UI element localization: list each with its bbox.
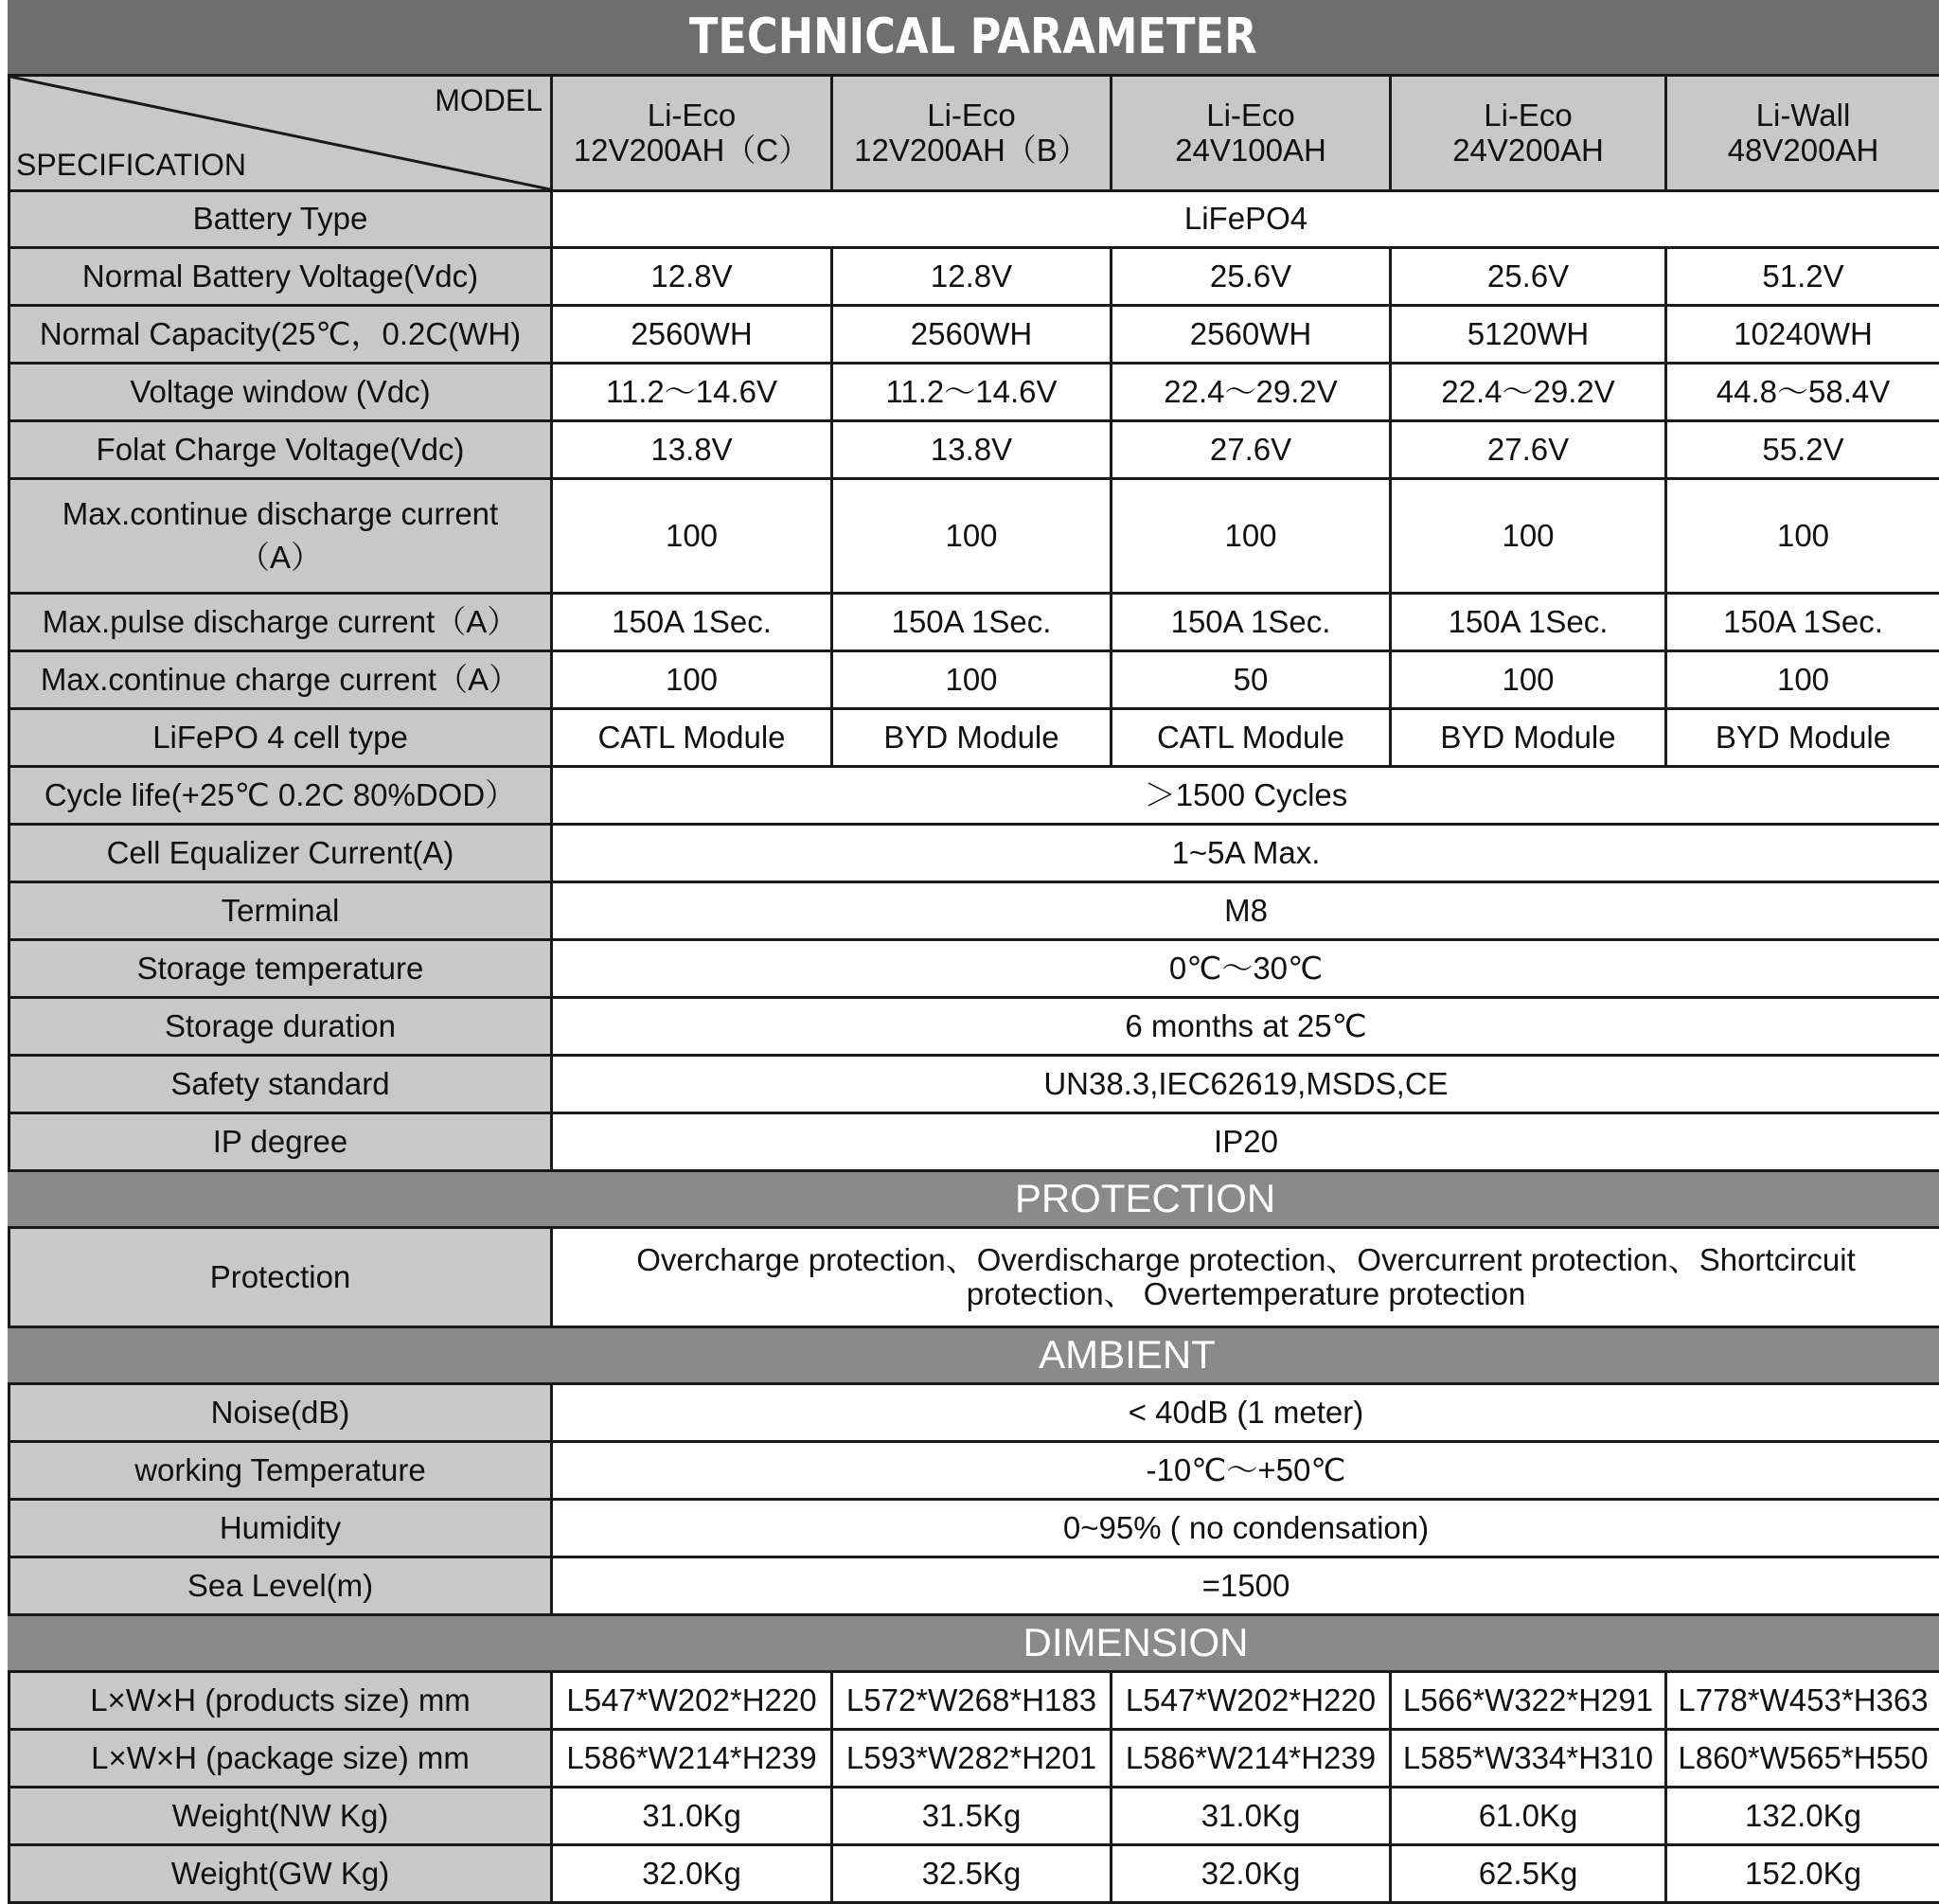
row-value: 25.6V	[1391, 248, 1666, 306]
row-label: Noise(dB)	[9, 1384, 552, 1442]
row-label: Battery Type	[9, 191, 552, 248]
row-value: 150A 1Sec.	[1112, 594, 1391, 651]
row-value: 32.0Kg	[552, 1845, 832, 1903]
table-row	[9, 651, 1939, 709]
header-row	[9, 76, 1939, 191]
model-name: Li-Eco	[927, 98, 1016, 133]
row-value: 31.5Kg	[832, 1788, 1112, 1845]
row-value: 100	[1391, 479, 1666, 594]
model-spec: 12V200AH（B）	[854, 133, 1089, 168]
section-title-text: PROTECTION	[1015, 1177, 1275, 1220]
row-value: 31.0Kg	[552, 1788, 832, 1845]
table-row	[9, 1557, 1939, 1615]
row-value: 13.8V	[832, 421, 1112, 479]
row-value: 25.6V	[1112, 248, 1391, 306]
protection-line: protection、 Overtemperature protection	[967, 1276, 1526, 1311]
table-row	[9, 364, 1939, 421]
row-value: 150A 1Sec.	[1391, 594, 1666, 651]
row-value: 61.0Kg	[1391, 1788, 1666, 1845]
row-value: CATL Module	[552, 709, 832, 767]
row-value: L586*W214*H239	[1112, 1730, 1391, 1788]
specification-label: SPECIFICATION	[16, 149, 246, 182]
row-value: 150A 1Sec.	[552, 594, 832, 651]
row-value: 51.2V	[1666, 248, 1939, 306]
model-header	[1112, 76, 1391, 191]
table-row	[9, 767, 1939, 825]
row-value: 31.0Kg	[1112, 1788, 1391, 1845]
row-value: 12.8V	[552, 248, 832, 306]
row-value: 44.8～58.4V	[1666, 364, 1939, 421]
row-value: 2560WH	[1112, 306, 1391, 364]
row-label: Cycle life(+25℃ 0.2C 80%DOD）	[9, 767, 552, 825]
row-value: M8	[552, 882, 1939, 940]
row-value: LiFePO4	[552, 191, 1939, 248]
row-label: Normal Capacity(25℃，0.2C(WH)	[9, 306, 552, 364]
row-value: 152.0Kg	[1666, 1845, 1939, 1903]
row-label: Folat Charge Voltage(Vdc)	[9, 421, 552, 479]
row-value: L572*W268*H183	[832, 1672, 1112, 1730]
table-row	[9, 940, 1939, 998]
row-value: 150A 1Sec.	[832, 594, 1112, 651]
protection-line: Overcharge protection、Overdischarge protection、Overcurrent protection、Shortcircuit	[636, 1242, 1856, 1277]
table-row	[9, 248, 1939, 306]
row-label: Protection	[9, 1228, 552, 1327]
table-row	[9, 709, 1939, 767]
model-label: MODEL	[435, 84, 543, 117]
model-spec: 48V200AH	[1728, 133, 1879, 168]
row-label: Max.continue charge current（A）	[9, 651, 552, 709]
row-value: L547*W202*H220	[1112, 1672, 1391, 1730]
section-header-ambient	[9, 1327, 1939, 1384]
row-value: 100	[1666, 651, 1939, 709]
row-label: Safety standard	[9, 1056, 552, 1113]
model-spec: 24V100AH	[1175, 133, 1326, 168]
row-value: 1~5A Max.	[552, 825, 1939, 882]
row-label: Humidity	[9, 1500, 552, 1557]
row-value: 2560WH	[832, 306, 1112, 364]
table-row	[9, 1730, 1939, 1788]
row-value: 13.8V	[552, 421, 832, 479]
row-value: 100	[832, 479, 1112, 594]
table-row	[9, 1113, 1939, 1171]
table-row	[9, 998, 1939, 1056]
row-value: -10℃～+50℃	[552, 1442, 1939, 1500]
section-title	[9, 1615, 1939, 1672]
page-title	[8, 0, 1939, 74]
row-value: 27.6V	[1112, 421, 1391, 479]
model-header	[1666, 76, 1939, 191]
table-row	[9, 825, 1939, 882]
table-row	[9, 306, 1939, 364]
row-value: ＞1500 Cycles	[552, 767, 1939, 825]
row-value: 5120WH	[1391, 306, 1666, 364]
row-value: L860*W565*H550	[1666, 1730, 1939, 1788]
row-label: IP degree	[9, 1113, 552, 1171]
row-value: 132.0Kg	[1666, 1788, 1939, 1845]
model-name: Li-Eco	[1206, 98, 1295, 133]
row-value: 100	[552, 651, 832, 709]
row-value: < 40dB (1 meter)	[552, 1384, 1939, 1442]
table-row	[9, 421, 1939, 479]
row-value: 10240WH	[1666, 306, 1939, 364]
table-row	[9, 594, 1939, 651]
row-value: L566*W322*H291	[1391, 1672, 1666, 1730]
row-label: Normal Battery Voltage(Vdc)	[9, 248, 552, 306]
row-label: Storage temperature	[9, 940, 552, 998]
section-header-dimension	[9, 1615, 1939, 1672]
section-title	[9, 1171, 1939, 1228]
row-value: 11.2～14.6V	[832, 364, 1112, 421]
row-value: 32.5Kg	[832, 1845, 1112, 1903]
row-label: Cell Equalizer Current(A)	[9, 825, 552, 882]
row-label-line: （A）	[239, 540, 322, 575]
row-value: 100	[552, 479, 832, 594]
row-label: Sea Level(m)	[9, 1557, 552, 1615]
page-title-text: TECHNICAL PARAMETER	[689, 9, 1257, 65]
model-header	[1391, 76, 1666, 191]
row-value: L593*W282*H201	[832, 1730, 1112, 1788]
row-value: BYD Module	[1666, 709, 1939, 767]
model-name: Li-Eco	[648, 98, 737, 133]
table-row	[9, 1845, 1939, 1903]
row-value: 0~95% ( no condensation)	[552, 1500, 1939, 1557]
table-row	[9, 479, 1939, 594]
row-value: L547*W202*H220	[552, 1672, 832, 1730]
row-value: UN38.3,IEC62619,MSDS,CE	[552, 1056, 1939, 1113]
table-row	[9, 1384, 1939, 1442]
row-value: 0℃～30℃	[552, 940, 1939, 998]
table-row	[9, 1056, 1939, 1113]
row-label: L×W×H (products size) mm	[9, 1672, 552, 1730]
row-value: 22.4～29.2V	[1112, 364, 1391, 421]
row-label: LiFePO 4 cell type	[9, 709, 552, 767]
row-value: BYD Module	[832, 709, 1112, 767]
row-label: L×W×H (package size) mm	[9, 1730, 552, 1788]
row-label: Terminal	[9, 882, 552, 940]
row-value: 27.6V	[1391, 421, 1666, 479]
row-label	[9, 479, 552, 594]
row-value: 100	[1391, 651, 1666, 709]
spec-table	[8, 74, 1939, 1904]
row-value: 150A 1Sec.	[1666, 594, 1939, 651]
row-value: 22.4～29.2V	[1391, 364, 1666, 421]
model-name: Li-Wall	[1756, 98, 1851, 133]
row-value: 62.5Kg	[1391, 1845, 1666, 1903]
row-value: 12.8V	[832, 248, 1112, 306]
header-corner-cell	[9, 76, 552, 191]
table-row	[9, 191, 1939, 248]
model-name: Li-Eco	[1484, 98, 1573, 133]
row-value: 100	[832, 651, 1112, 709]
row-label: Voltage window (Vdc)	[9, 364, 552, 421]
row-value: 50	[1112, 651, 1391, 709]
row-label: Weight(NW Kg)	[9, 1788, 552, 1845]
row-value: 11.2～14.6V	[552, 364, 832, 421]
section-title-text: AMBIENT	[1039, 1333, 1216, 1377]
model-header	[832, 76, 1112, 191]
row-value: 100	[1112, 479, 1391, 594]
table-row	[9, 1788, 1939, 1845]
row-value: BYD Module	[1391, 709, 1666, 767]
row-label: Weight(GW Kg)	[9, 1845, 552, 1903]
row-value: 2560WH	[552, 306, 832, 364]
row-value: 32.0Kg	[1112, 1845, 1391, 1903]
row-value: L585*W334*H310	[1391, 1730, 1666, 1788]
section-title-text: DIMENSION	[1023, 1621, 1248, 1664]
row-value: CATL Module	[1112, 709, 1391, 767]
row-value: 55.2V	[1666, 421, 1939, 479]
row-value	[552, 1228, 1939, 1327]
row-label: working Temperature	[9, 1442, 552, 1500]
row-value: L586*W214*H239	[552, 1730, 832, 1788]
section-title	[9, 1327, 1939, 1384]
table-row	[9, 1500, 1939, 1557]
row-value: 100	[1666, 479, 1939, 594]
row-label: Storage duration	[9, 998, 552, 1056]
table-row	[9, 882, 1939, 940]
model-header	[552, 76, 832, 191]
table-row	[9, 1672, 1939, 1730]
row-label: Max.pulse discharge current（A）	[9, 594, 552, 651]
row-label-line: Max.continue discharge current	[62, 496, 498, 531]
row-value: IP20	[552, 1113, 1939, 1171]
table-row	[9, 1442, 1939, 1500]
section-header-protection	[9, 1171, 1939, 1228]
row-value: =1500	[552, 1557, 1939, 1615]
row-value: 6 months at 25℃	[552, 998, 1939, 1056]
model-spec: 12V200AH（C）	[574, 133, 809, 168]
model-spec: 24V200AH	[1452, 133, 1604, 168]
row-value: L778*W453*H363	[1666, 1672, 1939, 1730]
table-row	[9, 1228, 1939, 1327]
